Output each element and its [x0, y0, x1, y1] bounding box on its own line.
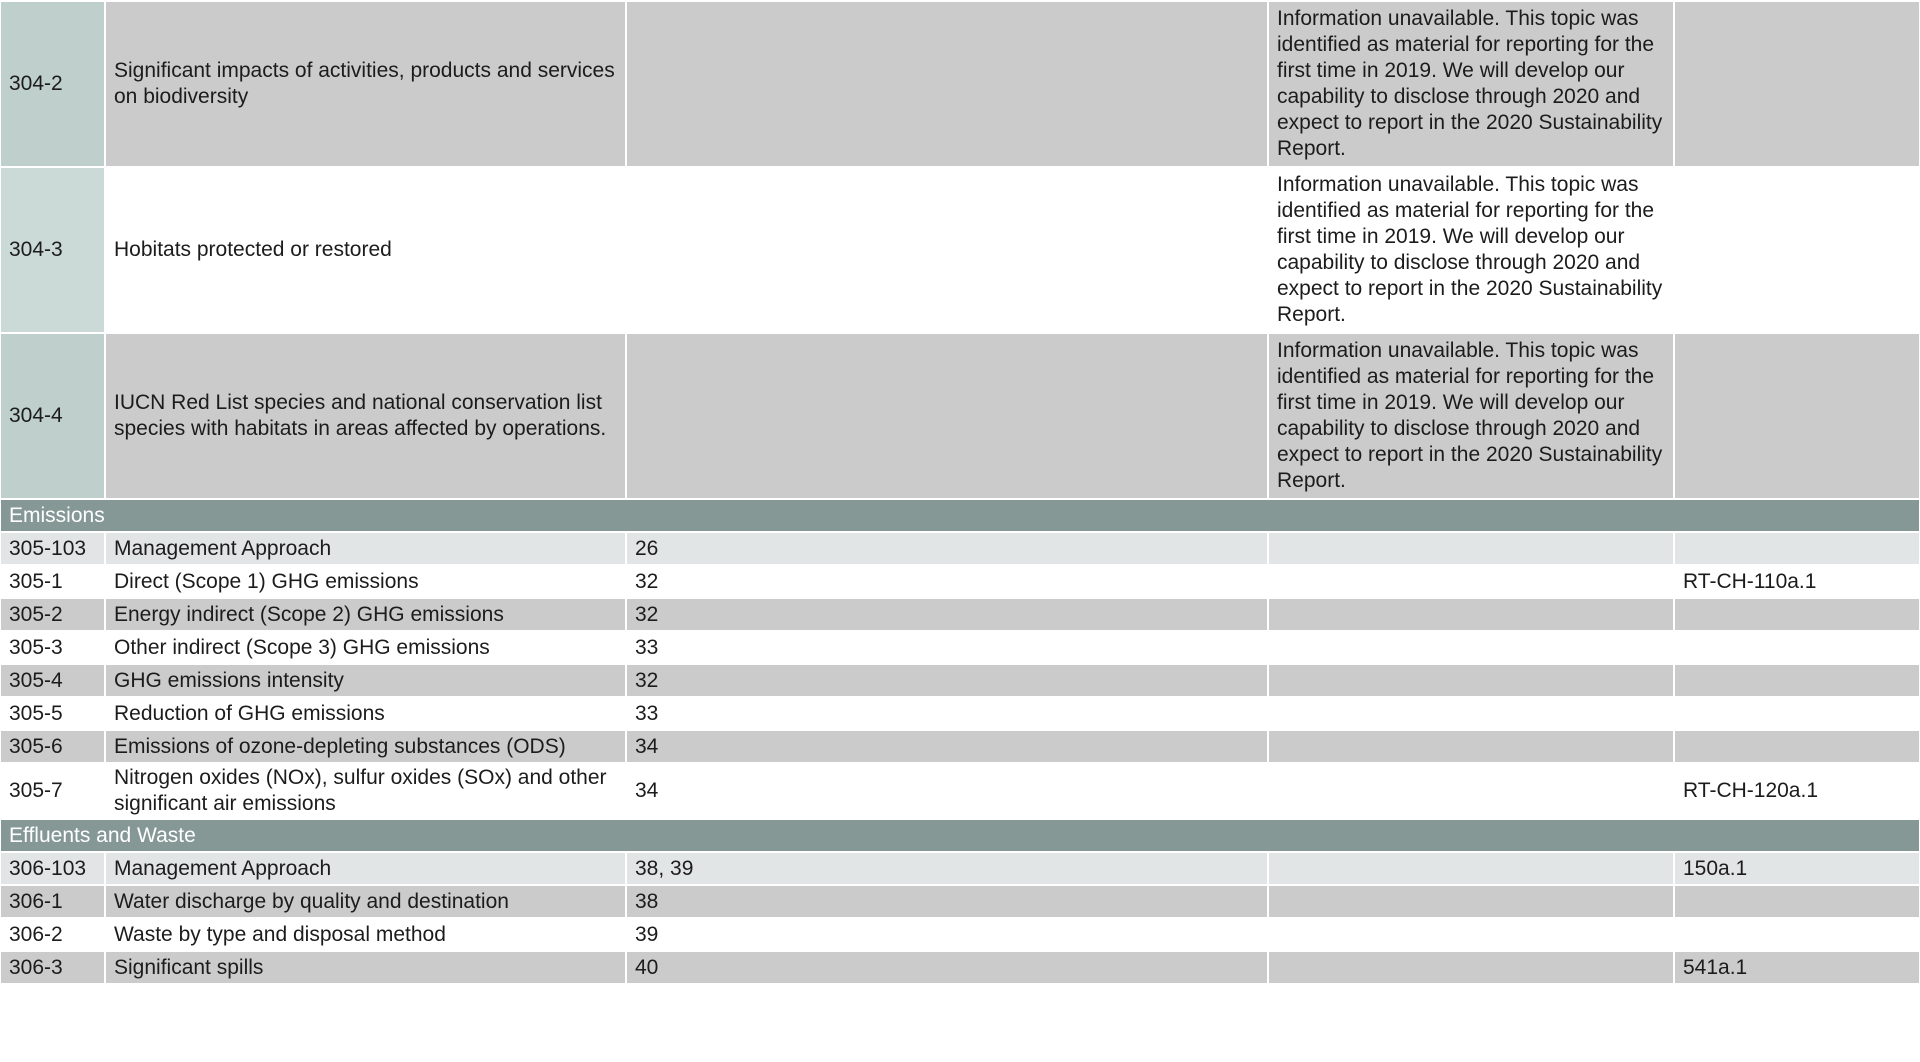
table-row [1, 598, 1919, 631]
page-reference: 34 [626, 730, 1268, 763]
page-reference [626, 333, 1268, 499]
page-reference: 38, 39 [626, 852, 1268, 885]
disclosure-title: Water discharge by quality and destination [105, 885, 626, 918]
table-row [1, 852, 1919, 885]
table-row [1, 664, 1919, 697]
page-reference: 32 [626, 598, 1268, 631]
disclosure-title: Management Approach [105, 852, 626, 885]
sasb-code [1674, 918, 1919, 951]
omission-note [1268, 763, 1674, 819]
table-row [1, 763, 1919, 819]
disclosure-title: IUCN Red List species and national conservation list species with habitats in areas affected by operations. [105, 333, 626, 499]
table-row [1, 167, 1919, 333]
omission-note [1268, 885, 1674, 918]
disclosure-id: 305-1 [1, 565, 105, 598]
disclosure-id: 306-3 [1, 951, 105, 984]
table-row [1, 532, 1919, 565]
omission-note: Information unavailable. This topic was identified as material for reporting for the first time in 2019. We will develop our capability to disclose through 2020 and expect to report in the 2020 Sustainability Report. [1268, 2, 1674, 167]
omission-note: Information unavailable. This topic was identified as material for reporting for the first time in 2019. We will develop our capability to disclose through 2020 and expect to report in the 2020 Sustainability Report. [1268, 333, 1674, 499]
sasb-code: RT-CH-110a.1 [1674, 565, 1919, 598]
omission-note [1268, 565, 1674, 598]
page-reference: 33 [626, 697, 1268, 730]
disclosure-title: Reduction of GHG emissions [105, 697, 626, 730]
disclosure-id: 304-4 [1, 333, 105, 499]
sasb-code [1674, 631, 1919, 664]
disclosure-title: GHG emissions intensity [105, 664, 626, 697]
omission-note [1268, 631, 1674, 664]
disclosure-id: 306-103 [1, 852, 105, 885]
omission-note [1268, 532, 1674, 565]
disclosure-id: 304-3 [1, 167, 105, 333]
sasb-code [1674, 697, 1919, 730]
table-row [1, 631, 1919, 664]
omission-note [1268, 598, 1674, 631]
disclosure-id: 305-3 [1, 631, 105, 664]
sasb-code [1674, 167, 1919, 333]
disclosure-id: 305-6 [1, 730, 105, 763]
omission-note [1268, 697, 1674, 730]
sasb-code: 541a.1 [1674, 951, 1919, 984]
page-reference: 33 [626, 631, 1268, 664]
disclosure-id: 304-2 [1, 2, 105, 167]
page-reference: 32 [626, 664, 1268, 697]
disclosure-title: Management Approach [105, 532, 626, 565]
page-reference: 34 [626, 763, 1268, 819]
section-header-emissions [1, 499, 1919, 532]
section-heading: Effluents and Waste [1, 819, 1919, 852]
table-row [1, 333, 1919, 499]
disclosure-title: Other indirect (Scope 3) GHG emissions [105, 631, 626, 664]
disclosure-title: Waste by type and disposal method [105, 918, 626, 951]
page-reference: 40 [626, 951, 1268, 984]
omission-note [1268, 730, 1674, 763]
table-row [1, 951, 1919, 984]
omission-note [1268, 951, 1674, 984]
section-header-effluents [1, 819, 1919, 852]
disclosure-title: Direct (Scope 1) GHG emissions [105, 565, 626, 598]
disclosure-id: 305-7 [1, 763, 105, 819]
page-reference: 38 [626, 885, 1268, 918]
table-row [1, 730, 1919, 763]
sasb-code [1674, 730, 1919, 763]
table-row [1, 697, 1919, 730]
table-row [1, 2, 1919, 167]
sasb-code: RT-CH-120a.1 [1674, 763, 1919, 819]
page-reference: 26 [626, 532, 1268, 565]
disclosure-id: 305-5 [1, 697, 105, 730]
table-row [1, 885, 1919, 918]
sasb-code [1674, 598, 1919, 631]
disclosure-id: 305-103 [1, 532, 105, 565]
omission-note: Information unavailable. This topic was identified as material for reporting for the first time in 2019. We will develop our capability to disclose through 2020 and expect to report in the 2020 Sustainability Report. [1268, 167, 1674, 333]
section-heading: Emissions [1, 499, 1919, 532]
disclosure-title: Significant spills [105, 951, 626, 984]
disclosure-title: Significant impacts of activities, products and services on biodiversity [105, 2, 626, 167]
table-row [1, 565, 1919, 598]
disclosure-id: 306-2 [1, 918, 105, 951]
sasb-code [1674, 885, 1919, 918]
sasb-code [1674, 2, 1919, 167]
gri-content-index-table [1, 2, 1919, 985]
omission-note [1268, 664, 1674, 697]
disclosure-id: 306-1 [1, 885, 105, 918]
page-reference [626, 167, 1268, 333]
disclosure-id: 305-4 [1, 664, 105, 697]
disclosure-id: 305-2 [1, 598, 105, 631]
omission-note [1268, 918, 1674, 951]
omission-note [1268, 852, 1674, 885]
sasb-code [1674, 664, 1919, 697]
sasb-code [1674, 333, 1919, 499]
page-reference: 39 [626, 918, 1268, 951]
sasb-code: 150a.1 [1674, 852, 1919, 885]
disclosure-title: Nitrogen oxides (NOx), sulfur oxides (SOx) and other significant air emissions [105, 763, 626, 819]
page-reference: 32 [626, 565, 1268, 598]
sasb-code [1674, 532, 1919, 565]
page-reference [626, 2, 1268, 167]
disclosure-title: Energy indirect (Scope 2) GHG emissions [105, 598, 626, 631]
disclosure-title: Emissions of ozone-depleting substances (ODS) [105, 730, 626, 763]
table-row [1, 918, 1919, 951]
disclosure-title: Hobitats protected or restored [105, 167, 626, 333]
